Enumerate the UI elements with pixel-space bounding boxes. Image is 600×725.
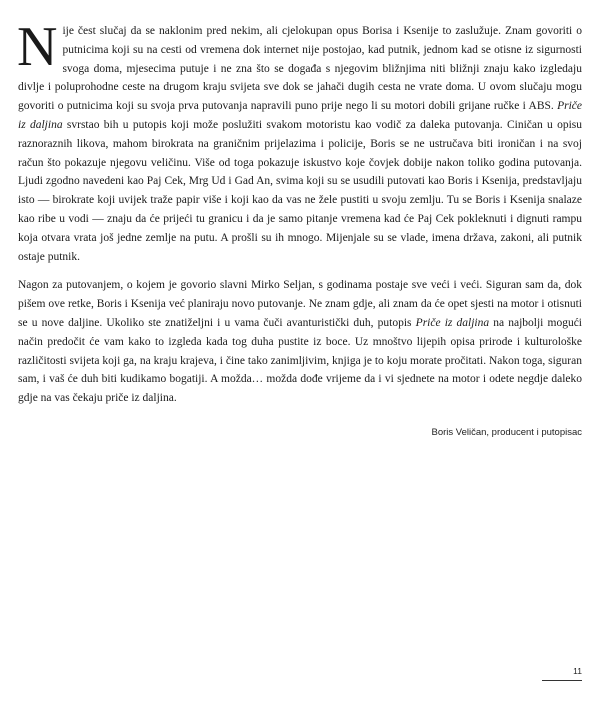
paragraph-1-segment: svrstao bih u putopis koji može poslužiti svakom motoristu kao vodič za daleka putovanja. Ciničan u opisu raznoraznih likova, mahom birokrata na graničnim prijelazima i policije, Boris se ne ustručava biti ironičan i na svoj račun što pokazuje njegovu veličinu. Više od toga pokazuje iskustvo koje čovjek dobije nakon toliko godina putovanja. Ljudi zgodno navedeni kao Paj Cek, Mrg Ud i Gad An, svima koji su se usudili putovati kao Boris i Ksenija, predstavljaju isto — birokrate koji uvijek traže papir više i koji kao da vas ne žele pustiti u svoju zemlju. Tu se Boris i Ksenija snalaze kao ribe u vodi — znaju da će prijeći tu granicu i da je samo pitanje vremena kad će Paj Cek pokleknuti i dignuti rampu koja otvara vrata još jedne zemlje na putu. A prošli su ih mnogo. Mijenjale su se vlade, imena država, zakoni, ali putnik ostaje putnik.: [18, 118, 583, 263]
page-number: 11: [573, 666, 582, 676]
page-body: [17, 16, 583, 408]
paragraph-2-segment: na najbolji mogući način predočit će vam kako to izgleda kada tog duha pustite iz boce. Uz mnoštvo lijepih opisa prirode i kulturološke različitosti svijeta koji ga, na kraju krajeva, i čine tako zanimljivim, knjiga je to koju morate pročitati. Nakon toga, siguran sam, i vaš će duh biti kudikamo bogatiji. A možda… možda dođe vrijeme da i vi sjednete na motor i odete negdje daleko gdje na vas čekaju priče iz daljina.: [18, 316, 582, 405]
author-signature: Boris Veličan, producent i putopisac: [431, 427, 582, 438]
page-number-rule: [542, 680, 582, 681]
paragraph-2: [18, 276, 582, 408]
drop-cap: N: [17, 16, 58, 78]
paragraph-2-segment: Nagon za putovanjem, o kojem je govorio slavni Mirko Seljan, s godinama postaje sve veći i veći. Siguran sam da, dok pišem ove retke, Boris i Ksenija već planiraju novo putovanje. Ne znam gdje, ali znam da će opet sjesti na motor i otisnuti se u nove daljine. Ukoliko ste znatiželjni i u vama čuči avanturistički duh, putopis: [18, 279, 582, 329]
page-number-block: [542, 666, 582, 681]
book-title-italic: Priče iz daljina: [18, 100, 582, 131]
paragraph-1-segment: ije čest slučaj da se naklonim pred nekim, ali cjelokupan opus Borisa i Ksenije to zaslužuje. Znam govoriti o putnicima koji su na cesti od vremena dok internet nije postojao, kad putnik, jednom kad se otisne iz sigurnosti svoga doma, mjesecima putuje i ne zna što se događa s njegovim bližnjima niti bližnji znaju kako izgledaju divlje i poluprohodne ceste na drugom kraju svijeta sve dok se jahači dugih cesta ne vrate doma. U ovom slučaju mogu govoriti o putnicima koji su svoja prva putovanja napravili puno prije nego li su motori dobili grijane ručke i ABS.: [18, 25, 582, 113]
book-title-italic: Priče iz daljina: [415, 316, 490, 329]
paragraph-1: [17, 16, 583, 266]
